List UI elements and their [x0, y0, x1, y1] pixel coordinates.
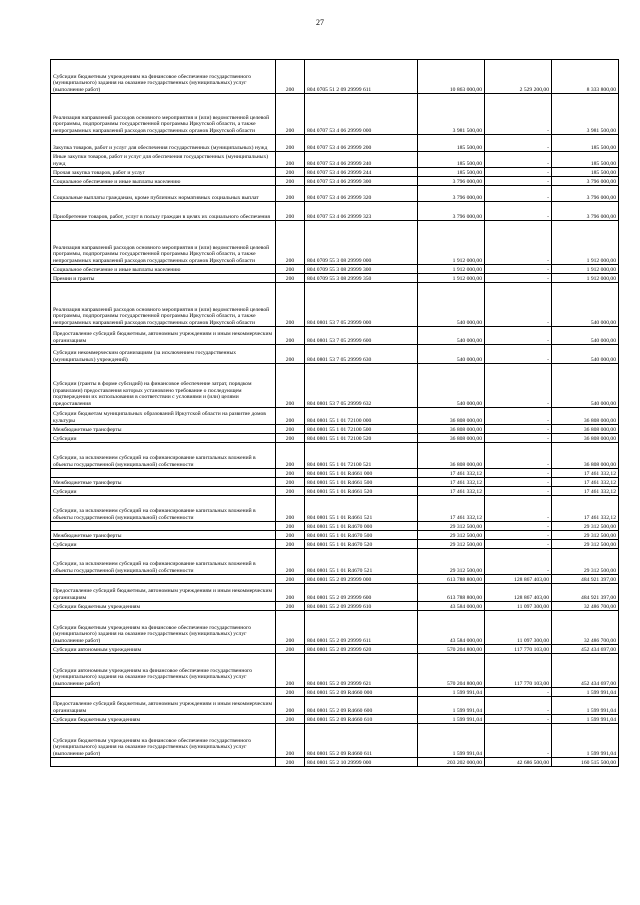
- row-adjustment-cell: -: [485, 724, 552, 758]
- row-remainder-cell: 1 599 991,04: [552, 724, 619, 758]
- row-classification-cell: 804 0707 53 4 06 29999 240: [305, 152, 418, 168]
- row-remainder-cell: 452 434 697,00: [552, 654, 619, 688]
- row-code-cell: 200: [276, 345, 305, 364]
- row-code-cell: 200: [276, 496, 305, 522]
- row-name-cell: Субсидии бюджетным учреждениям на финансовое обеспечение государственного (муниципального) задания на оказание государственных (муниципальных) услуг (выполнение работ): [51, 60, 276, 94]
- row-adjustment-cell: -: [485, 522, 552, 531]
- table-row: [51, 575, 619, 584]
- row-amount-cell: 17 461 332,12: [418, 469, 485, 478]
- row-amount-cell: 1 599 991,04: [418, 688, 485, 697]
- row-name-cell: Социальное обеспечение и иные выплаты населению: [51, 177, 276, 186]
- row-amount-cell: 10 863 000,00: [418, 60, 485, 94]
- row-amount-cell: 185 500,00: [418, 135, 485, 152]
- row-amount-cell: 613 788 800,00: [418, 575, 485, 584]
- row-classification-cell: 804 0801 55 1 01 R4670 000: [305, 522, 418, 531]
- row-code-cell: 200: [276, 478, 305, 487]
- row-remainder-cell: 29 312 500,00: [552, 540, 619, 549]
- row-classification-cell: 804 0801 55 2 09 R4660 600: [305, 697, 418, 715]
- row-classification-cell: 804 0801 55 1 01 R4661 500: [305, 478, 418, 487]
- row-name-cell: Субсидии: [51, 540, 276, 549]
- row-name-cell: Субсидии бюджетным учреждениям: [51, 602, 276, 611]
- row-amount-cell: 29 312 500,00: [418, 531, 485, 540]
- row-name-cell: Субсидии бюджетным учреждениям на финансовое обеспечение государственного (муниципального) задания на оказание государственных (муниципальных) услуг (выполнение работ): [51, 724, 276, 758]
- row-name-cell: [51, 688, 276, 697]
- row-adjustment-cell: -: [485, 177, 552, 186]
- row-name-cell: Реализация направлений расходов основного мероприятия и (или) ведомственной целевой программы, подпрограммы государственной программы Иркутской области, а также непрограммных направлений расходов государственных органов Иркутской области: [51, 94, 276, 135]
- row-classification-cell: 804 0709 55 3 08 29999 300: [305, 265, 418, 274]
- row-classification-cell: 804 0801 55 1 01 72100 000: [305, 408, 418, 425]
- row-remainder-cell: 185 500,00: [552, 135, 619, 152]
- row-remainder-cell: 3 796 000,00: [552, 202, 619, 221]
- row-adjustment-cell: -: [485, 408, 552, 425]
- row-remainder-cell: 36 808 000,00: [552, 443, 619, 469]
- row-adjustment-cell: 11 097 300,00: [485, 602, 552, 611]
- row-code-cell: 200: [276, 645, 305, 654]
- row-name-cell: Прочая закупка товаров, работ и услуг: [51, 168, 276, 177]
- row-classification-cell: 804 0801 55 1 01 R4661 521: [305, 496, 418, 522]
- row-code-cell: 200: [276, 584, 305, 602]
- row-classification-cell: 804 0801 55 2 10 29999 000: [305, 758, 418, 767]
- row-name-cell: Субсидии бюджетным учреждениям: [51, 715, 276, 724]
- row-classification-cell: 804 0801 55 2 09 29999 610: [305, 602, 418, 611]
- row-adjustment-cell: -: [485, 715, 552, 724]
- row-amount-cell: 1 912 000,00: [418, 265, 485, 274]
- row-name-cell: Субсидии, за исключением субсидий на софинансирование капитальных вложений в объекты государственной (муниципальной) собственности: [51, 496, 276, 522]
- row-name-cell: [51, 575, 276, 584]
- row-amount-cell: 613 788 800,00: [418, 584, 485, 602]
- row-classification-cell: 804 0707 53 4 06 29999 244: [305, 168, 418, 177]
- row-adjustment-cell: -: [485, 688, 552, 697]
- row-classification-cell: 804 0801 55 1 01 R4670 521: [305, 549, 418, 575]
- row-name-cell: Субсидии: [51, 434, 276, 443]
- row-name-cell: Предоставление субсидий бюджетным, автономным учреждениям и иным некоммерческим организациям: [51, 327, 276, 345]
- row-amount-cell: 3 796 000,00: [418, 177, 485, 186]
- row-code-cell: 200: [276, 186, 305, 202]
- row-adjustment-cell: -: [485, 152, 552, 168]
- page-number: 27: [316, 18, 324, 27]
- row-code-cell: 200: [276, 522, 305, 531]
- row-classification-cell: 804 0801 53 7 05 29999 600: [305, 327, 418, 345]
- table-row: [51, 152, 619, 168]
- row-remainder-cell: 1 599 991,04: [552, 715, 619, 724]
- table-row: [51, 283, 619, 327]
- row-adjustment-cell: -: [485, 265, 552, 274]
- row-name-cell: Реализация направлений расходов основного мероприятия и (или) ведомственной целевой программы, подпрограммы государственной программы Иркутской области, а также непрограммных направлений расходов государственных органов Иркутской области: [51, 221, 276, 265]
- table-row: [51, 487, 619, 496]
- row-code-cell: 200: [276, 94, 305, 135]
- row-code-cell: 200: [276, 697, 305, 715]
- row-adjustment-cell: 117 770 103,00: [485, 645, 552, 654]
- row-name-cell: Иные закупки товаров, работ и услуг для обеспечения государственных (муниципальных) нужд: [51, 152, 276, 168]
- row-code-cell: 200: [276, 688, 305, 697]
- row-amount-cell: 1 912 000,00: [418, 274, 485, 283]
- row-remainder-cell: 17 461 332,12: [552, 469, 619, 478]
- table-row: [51, 478, 619, 487]
- row-code-cell: 200: [276, 724, 305, 758]
- table-row: [51, 724, 619, 758]
- row-name-cell: Межбюджетные трансферты: [51, 478, 276, 487]
- row-classification-cell: 804 0801 55 2 09 R4660 000: [305, 688, 418, 697]
- row-name-cell: [51, 469, 276, 478]
- row-amount-cell: 43 584 000,00: [418, 611, 485, 645]
- row-amount-cell: 540 000,00: [418, 327, 485, 345]
- row-adjustment-cell: -: [485, 487, 552, 496]
- row-name-cell: Межбюджетные трансферты: [51, 425, 276, 434]
- row-remainder-cell: 540 000,00: [552, 345, 619, 364]
- row-adjustment-cell: -: [485, 443, 552, 469]
- row-adjustment-cell: -: [485, 425, 552, 434]
- row-amount-cell: 3 981 500,00: [418, 94, 485, 135]
- row-amount-cell: 540 000,00: [418, 364, 485, 408]
- row-code-cell: 200: [276, 487, 305, 496]
- row-adjustment-cell: -: [485, 327, 552, 345]
- row-remainder-cell: 3 796 000,00: [552, 186, 619, 202]
- row-name-cell: Субсидии некоммерческим организациям (за исключением государственных (муниципальных) учреждений): [51, 345, 276, 364]
- row-classification-cell: 804 0801 55 2 09 R4660 610: [305, 715, 418, 724]
- row-classification-cell: 804 0801 55 1 01 72100 521: [305, 443, 418, 469]
- row-classification-cell: 804 0801 55 2 09 29999 600: [305, 584, 418, 602]
- row-adjustment-cell: -: [485, 345, 552, 364]
- table-row: [51, 202, 619, 221]
- row-adjustment-cell: -: [485, 221, 552, 265]
- row-code-cell: 200: [276, 265, 305, 274]
- row-remainder-cell: 36 808 000,00: [552, 408, 619, 425]
- table-row: [51, 135, 619, 152]
- row-code-cell: 200: [276, 469, 305, 478]
- row-remainder-cell: 1 912 000,00: [552, 265, 619, 274]
- row-name-cell: Субсидии автономным учреждениям на финансовое обеспечение государственного (муниципального) задания на оказание государственных (муниципальных) услуг (выполнение работ): [51, 654, 276, 688]
- row-remainder-cell: 484 921 397,00: [552, 575, 619, 584]
- row-name-cell: Субсидии бюджетам муниципальных образований Иркутской области на развитие домов культуры: [51, 408, 276, 425]
- row-amount-cell: 36 808 000,00: [418, 443, 485, 469]
- table-row: [51, 540, 619, 549]
- row-classification-cell: 804 0801 55 2 09 29999 620: [305, 645, 418, 654]
- row-classification-cell: 804 0707 53 4 06 29999 300: [305, 177, 418, 186]
- row-classification-cell: 804 0801 55 1 01 R4670 520: [305, 540, 418, 549]
- table-row: [51, 274, 619, 283]
- table-row: [51, 584, 619, 602]
- row-code-cell: 200: [276, 758, 305, 767]
- row-code-cell: 200: [276, 364, 305, 408]
- row-name-cell: [51, 522, 276, 531]
- table-row: [51, 168, 619, 177]
- table-row: [51, 496, 619, 522]
- row-code-cell: 200: [276, 177, 305, 186]
- row-name-cell: Субсидии, за исключением субсидий на софинансирование капитальных вложений в объекты государственной (муниципальной) собственности: [51, 549, 276, 575]
- row-name-cell: Предоставление субсидий бюджетным, автономным учреждениям и иным некоммерческим организациям: [51, 697, 276, 715]
- row-name-cell: Межбюджетные трансферты: [51, 531, 276, 540]
- row-amount-cell: 3 796 000,00: [418, 186, 485, 202]
- table-row: [51, 602, 619, 611]
- table-row: [51, 327, 619, 345]
- table-row: [51, 715, 619, 724]
- row-code-cell: 200: [276, 202, 305, 221]
- row-classification-cell: 804 0707 53 4 06 29999 200: [305, 135, 418, 152]
- row-amount-cell: 36 808 000,00: [418, 408, 485, 425]
- row-remainder-cell: 36 808 000,00: [552, 425, 619, 434]
- row-code-cell: 200: [276, 274, 305, 283]
- row-remainder-cell: 185 500,00: [552, 168, 619, 177]
- row-remainder-cell: 185 500,00: [552, 152, 619, 168]
- row-classification-cell: 804 0801 55 1 01 72100 520: [305, 434, 418, 443]
- row-name-cell: Реализация направлений расходов основного мероприятия и (или) ведомственной целевой программы, подпрограммы государственной программы Иркутской области, а также непрограммных направлений расходов государственных органов Иркутской области: [51, 283, 276, 327]
- row-name-cell: Субсидии: [51, 487, 276, 496]
- row-adjustment-cell: 11 097 300,00: [485, 611, 552, 645]
- table-row: [51, 425, 619, 434]
- row-remainder-cell: 8 333 800,00: [552, 60, 619, 94]
- row-amount-cell: 1 599 991,04: [418, 724, 485, 758]
- row-classification-cell: 804 0801 53 7 05 29999 000: [305, 283, 418, 327]
- table-row: [51, 60, 619, 94]
- budget-table-body: [51, 60, 619, 767]
- row-amount-cell: 570 204 800,00: [418, 654, 485, 688]
- row-adjustment-cell: 128 867 403,00: [485, 575, 552, 584]
- table-row: [51, 522, 619, 531]
- row-remainder-cell: 29 312 500,00: [552, 549, 619, 575]
- row-adjustment-cell: -: [485, 478, 552, 487]
- row-amount-cell: 29 312 500,00: [418, 549, 485, 575]
- row-adjustment-cell: -: [485, 434, 552, 443]
- row-classification-cell: 804 0801 55 2 09 29999 611: [305, 611, 418, 645]
- row-remainder-cell: 540 000,00: [552, 327, 619, 345]
- row-adjustment-cell: -: [485, 697, 552, 715]
- row-classification-cell: 804 0801 55 2 09 29999 000: [305, 575, 418, 584]
- table-row: [51, 443, 619, 469]
- row-code-cell: 200: [276, 408, 305, 425]
- row-adjustment-cell: 42 686 500,00: [485, 758, 552, 767]
- row-remainder-cell: 3 981 500,00: [552, 94, 619, 135]
- row-classification-cell: 804 0707 53 4 06 29999 323: [305, 202, 418, 221]
- row-remainder-cell: 1 599 991,04: [552, 688, 619, 697]
- row-remainder-cell: 3 796 000,00: [552, 177, 619, 186]
- row-remainder-cell: 17 461 332,12: [552, 487, 619, 496]
- row-remainder-cell: 1 912 000,00: [552, 221, 619, 265]
- table-row: [51, 469, 619, 478]
- row-code-cell: 200: [276, 135, 305, 152]
- table-row: [51, 265, 619, 274]
- row-classification-cell: 804 0705 51 2 09 29999 611: [305, 60, 418, 94]
- row-remainder-cell: 540 000,00: [552, 283, 619, 327]
- row-name-cell: Закупка товаров, работ и услуг для обеспечения государственных (муниципальных) нужд: [51, 135, 276, 152]
- row-adjustment-cell: -: [485, 496, 552, 522]
- row-adjustment-cell: -: [485, 364, 552, 408]
- row-code-cell: 200: [276, 654, 305, 688]
- table-row: [51, 221, 619, 265]
- table-row: [51, 434, 619, 443]
- row-adjustment-cell: -: [485, 540, 552, 549]
- row-classification-cell: 804 0709 55 3 08 29999 000: [305, 221, 418, 265]
- table-row: [51, 531, 619, 540]
- row-classification-cell: 804 0801 55 1 01 72100 500: [305, 425, 418, 434]
- row-remainder-cell: 540 000,00: [552, 364, 619, 408]
- row-amount-cell: 36 808 000,00: [418, 425, 485, 434]
- row-name-cell: Субсидии автономным учреждениям: [51, 645, 276, 654]
- row-code-cell: 200: [276, 531, 305, 540]
- row-amount-cell: 17 461 332,12: [418, 487, 485, 496]
- row-remainder-cell: 32 486 700,00: [552, 611, 619, 645]
- row-adjustment-cell: -: [485, 549, 552, 575]
- row-amount-cell: 540 000,00: [418, 283, 485, 327]
- row-amount-cell: 29 312 500,00: [418, 540, 485, 549]
- row-amount-cell: 36 808 000,00: [418, 434, 485, 443]
- row-amount-cell: 3 796 000,00: [418, 202, 485, 221]
- row-adjustment-cell: 2 529 200,00: [485, 60, 552, 94]
- row-code-cell: 200: [276, 221, 305, 265]
- row-name-cell: Приобретение товаров, работ, услуг в пользу граждан в целях их социального обеспечения: [51, 202, 276, 221]
- row-adjustment-cell: 128 867 403,00: [485, 584, 552, 602]
- row-code-cell: 200: [276, 60, 305, 94]
- table-row: [51, 177, 619, 186]
- row-code-cell: 200: [276, 611, 305, 645]
- table-row: [51, 94, 619, 135]
- row-code-cell: 200: [276, 152, 305, 168]
- row-adjustment-cell: 117 770 103,00: [485, 654, 552, 688]
- row-classification-cell: 804 0707 53 4 06 29999 000: [305, 94, 418, 135]
- row-adjustment-cell: -: [485, 283, 552, 327]
- row-name-cell: Субсидии, за исключением субсидий на софинансирование капитальных вложений в объекты государственной (муниципальной) собственности: [51, 443, 276, 469]
- row-code-cell: 200: [276, 425, 305, 434]
- row-amount-cell: 203 202 000,00: [418, 758, 485, 767]
- row-adjustment-cell: -: [485, 168, 552, 177]
- row-adjustment-cell: -: [485, 135, 552, 152]
- row-remainder-cell: 160 515 500,00: [552, 758, 619, 767]
- row-code-cell: 200: [276, 575, 305, 584]
- row-remainder-cell: 36 808 000,00: [552, 434, 619, 443]
- row-amount-cell: 17 461 332,12: [418, 496, 485, 522]
- row-code-cell: 200: [276, 715, 305, 724]
- row-remainder-cell: 29 312 500,00: [552, 531, 619, 540]
- row-amount-cell: 17 461 332,12: [418, 478, 485, 487]
- row-amount-cell: 1 912 000,00: [418, 221, 485, 265]
- table-row: [51, 549, 619, 575]
- row-amount-cell: 570 204 800,00: [418, 645, 485, 654]
- table-row: [51, 697, 619, 715]
- row-classification-cell: 804 0801 55 2 09 R4660 611: [305, 724, 418, 758]
- row-classification-cell: 804 0801 53 7 05 29999 630: [305, 345, 418, 364]
- row-amount-cell: 1 599 991,04: [418, 697, 485, 715]
- table-row: [51, 688, 619, 697]
- table-row: [51, 364, 619, 408]
- row-amount-cell: 185 500,00: [418, 152, 485, 168]
- row-classification-cell: 804 0801 55 1 01 R4670 500: [305, 531, 418, 540]
- table-row: [51, 186, 619, 202]
- row-code-cell: 200: [276, 327, 305, 345]
- row-classification-cell: 804 0707 53 4 06 29999 320: [305, 186, 418, 202]
- row-code-cell: 200: [276, 540, 305, 549]
- row-adjustment-cell: -: [485, 531, 552, 540]
- row-classification-cell: 804 0801 55 1 01 R4661 000: [305, 469, 418, 478]
- row-name-cell: Социальное обеспечение и иные выплаты населению: [51, 265, 276, 274]
- row-classification-cell: 804 0801 53 7 05 29999 632: [305, 364, 418, 408]
- table-row: [51, 611, 619, 645]
- row-name-cell: Субсидии (гранты в форме субсидий) на финансовое обеспечение затрат, порядком (правилами) предоставления которых установлено требование о последующем подтверждении их использования в соответствии с условиями и (или) целями предоставления: [51, 364, 276, 408]
- row-remainder-cell: 1 599 991,04: [552, 697, 619, 715]
- row-name-cell: Социальные выплаты гражданам, кроме публичных нормативных социальных выплат: [51, 186, 276, 202]
- table-row: [51, 645, 619, 654]
- budget-table: [50, 59, 619, 767]
- row-name-cell: [51, 758, 276, 767]
- row-amount-cell: 540 000,00: [418, 345, 485, 364]
- row-classification-cell: 804 0801 55 2 09 29999 621: [305, 654, 418, 688]
- row-amount-cell: 1 599 991,04: [418, 715, 485, 724]
- row-adjustment-cell: -: [485, 94, 552, 135]
- row-adjustment-cell: -: [485, 274, 552, 283]
- row-remainder-cell: 32 486 700,00: [552, 602, 619, 611]
- row-code-cell: 200: [276, 168, 305, 177]
- table-row: [51, 345, 619, 364]
- row-code-cell: 200: [276, 549, 305, 575]
- row-remainder-cell: 17 461 332,12: [552, 478, 619, 487]
- row-name-cell: Субсидии бюджетным учреждениям на финансовое обеспечение государственного (муниципального) задания на оказание государственных (муниципальных) услуг (выполнение работ): [51, 611, 276, 645]
- row-code-cell: 200: [276, 434, 305, 443]
- row-amount-cell: 43 584 000,00: [418, 602, 485, 611]
- row-code-cell: 200: [276, 602, 305, 611]
- row-remainder-cell: 484 921 397,00: [552, 584, 619, 602]
- row-remainder-cell: 17 461 332,12: [552, 496, 619, 522]
- row-classification-cell: 804 0709 55 3 08 29999 350: [305, 274, 418, 283]
- row-remainder-cell: 29 312 500,00: [552, 522, 619, 531]
- row-classification-cell: 804 0801 55 1 01 R4661 520: [305, 487, 418, 496]
- row-amount-cell: 29 312 500,00: [418, 522, 485, 531]
- table-row: [51, 408, 619, 425]
- row-code-cell: 200: [276, 443, 305, 469]
- row-adjustment-cell: -: [485, 469, 552, 478]
- row-amount-cell: 185 500,00: [418, 168, 485, 177]
- row-name-cell: Предоставление субсидий бюджетным, автономным учреждениям и иным некоммерческим организациям: [51, 584, 276, 602]
- row-adjustment-cell: -: [485, 186, 552, 202]
- row-code-cell: 200: [276, 283, 305, 327]
- row-remainder-cell: 1 912 000,00: [552, 274, 619, 283]
- table-row: [51, 758, 619, 767]
- row-adjustment-cell: -: [485, 202, 552, 221]
- row-name-cell: Премии и гранты: [51, 274, 276, 283]
- row-remainder-cell: 452 434 697,00: [552, 645, 619, 654]
- table-row: [51, 654, 619, 688]
